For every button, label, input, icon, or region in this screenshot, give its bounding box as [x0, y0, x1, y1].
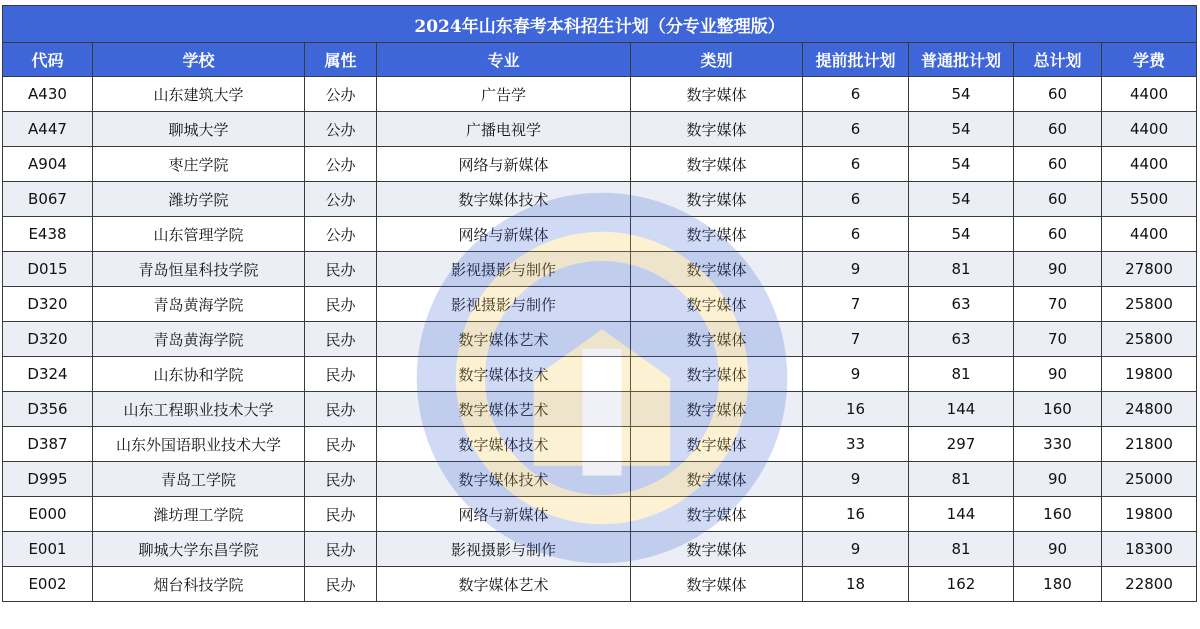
early-plan-cell: 16 [803, 392, 909, 427]
regular-plan-cell: 54 [909, 147, 1014, 182]
table-row [3, 567, 1197, 602]
major-cell: 影视摄影与制作 [377, 252, 631, 287]
type-cell: 公办 [305, 182, 377, 217]
regular-plan-cell: 54 [909, 112, 1014, 147]
major-cell: 数字媒体技术 [377, 182, 631, 217]
major-cell: 影视摄影与制作 [377, 532, 631, 567]
school-cell: 山东协和学院 [93, 357, 305, 392]
early-plan-cell: 9 [803, 252, 909, 287]
col-header-total-plan: 总计划 [1014, 43, 1102, 77]
col-header-code: 代码 [3, 43, 93, 77]
tuition-cell: 25800 [1102, 322, 1197, 357]
major-cell: 数字媒体技术 [377, 427, 631, 462]
early-plan-cell: 7 [803, 287, 909, 322]
total-plan-cell: 90 [1014, 252, 1102, 287]
table-row [3, 112, 1197, 147]
regular-plan-cell: 297 [909, 427, 1014, 462]
school-cell: 潍坊理工学院 [93, 497, 305, 532]
category-cell: 数字媒体 [631, 252, 803, 287]
total-plan-cell: 60 [1014, 147, 1102, 182]
category-cell: 数字媒体 [631, 357, 803, 392]
category-cell: 数字媒体 [631, 287, 803, 322]
type-cell: 民办 [305, 252, 377, 287]
type-cell: 民办 [305, 322, 377, 357]
tuition-cell: 4400 [1102, 147, 1197, 182]
type-cell: 民办 [305, 567, 377, 602]
early-plan-cell: 9 [803, 532, 909, 567]
table-row [3, 532, 1197, 567]
table-row [3, 357, 1197, 392]
school-cell: 青岛黄海学院 [93, 322, 305, 357]
total-plan-cell: 330 [1014, 427, 1102, 462]
tuition-cell: 22800 [1102, 567, 1197, 602]
total-plan-cell: 90 [1014, 532, 1102, 567]
regular-plan-cell: 81 [909, 532, 1014, 567]
tuition-cell: 24800 [1102, 392, 1197, 427]
major-cell: 影视摄影与制作 [377, 287, 631, 322]
early-plan-cell: 9 [803, 357, 909, 392]
school-cell: 聊城大学东昌学院 [93, 532, 305, 567]
regular-plan-cell: 54 [909, 77, 1014, 112]
category-cell: 数字媒体 [631, 427, 803, 462]
total-plan-cell: 70 [1014, 322, 1102, 357]
admission-plan-sheet [2, 5, 1196, 602]
early-plan-cell: 6 [803, 77, 909, 112]
category-cell: 数字媒体 [631, 112, 803, 147]
regular-plan-cell: 63 [909, 322, 1014, 357]
early-plan-cell: 6 [803, 112, 909, 147]
total-plan-cell: 90 [1014, 357, 1102, 392]
code-cell: E001 [3, 532, 93, 567]
type-cell: 民办 [305, 427, 377, 462]
school-cell: 山东管理学院 [93, 217, 305, 252]
tuition-cell: 21800 [1102, 427, 1197, 462]
total-plan-cell: 60 [1014, 217, 1102, 252]
code-cell: D320 [3, 322, 93, 357]
category-cell: 数字媒体 [631, 77, 803, 112]
total-plan-cell: 90 [1014, 462, 1102, 497]
col-header-early-plan: 提前批计划 [803, 43, 909, 77]
table-title: 2024年山东春考本科招生计划（分专业整理版） [3, 6, 1197, 43]
code-cell: D387 [3, 427, 93, 462]
code-cell: D995 [3, 462, 93, 497]
type-cell: 民办 [305, 392, 377, 427]
code-cell: A447 [3, 112, 93, 147]
major-cell: 数字媒体艺术 [377, 392, 631, 427]
tuition-cell: 5500 [1102, 182, 1197, 217]
regular-plan-cell: 81 [909, 357, 1014, 392]
early-plan-cell: 16 [803, 497, 909, 532]
tuition-cell: 25800 [1102, 287, 1197, 322]
school-cell: 潍坊学院 [93, 182, 305, 217]
code-cell: E002 [3, 567, 93, 602]
major-cell: 网络与新媒体 [377, 217, 631, 252]
regular-plan-cell: 63 [909, 287, 1014, 322]
school-cell: 山东建筑大学 [93, 77, 305, 112]
regular-plan-cell: 144 [909, 497, 1014, 532]
table-row [3, 182, 1197, 217]
code-cell: D015 [3, 252, 93, 287]
major-cell: 网络与新媒体 [377, 497, 631, 532]
tuition-cell: 19800 [1102, 357, 1197, 392]
total-plan-cell: 70 [1014, 287, 1102, 322]
type-cell: 民办 [305, 287, 377, 322]
header-row [3, 43, 1197, 77]
table-body [3, 77, 1197, 602]
table-row [3, 287, 1197, 322]
tuition-cell: 27800 [1102, 252, 1197, 287]
school-cell: 青岛黄海学院 [93, 287, 305, 322]
col-header-major: 专业 [377, 43, 631, 77]
regular-plan-cell: 54 [909, 182, 1014, 217]
major-cell: 数字媒体艺术 [377, 322, 631, 357]
tuition-cell: 25000 [1102, 462, 1197, 497]
early-plan-cell: 9 [803, 462, 909, 497]
early-plan-cell: 33 [803, 427, 909, 462]
school-cell: 聊城大学 [93, 112, 305, 147]
early-plan-cell: 6 [803, 182, 909, 217]
code-cell: A430 [3, 77, 93, 112]
tuition-cell: 19800 [1102, 497, 1197, 532]
category-cell: 数字媒体 [631, 462, 803, 497]
tuition-cell: 18300 [1102, 532, 1197, 567]
early-plan-cell: 18 [803, 567, 909, 602]
category-cell: 数字媒体 [631, 182, 803, 217]
major-cell: 网络与新媒体 [377, 147, 631, 182]
total-plan-cell: 60 [1014, 182, 1102, 217]
major-cell: 广播电视学 [377, 112, 631, 147]
early-plan-cell: 6 [803, 217, 909, 252]
type-cell: 公办 [305, 77, 377, 112]
col-header-tuition: 学费 [1102, 43, 1197, 77]
category-cell: 数字媒体 [631, 322, 803, 357]
early-plan-cell: 6 [803, 147, 909, 182]
table-row [3, 322, 1197, 357]
code-cell: E438 [3, 217, 93, 252]
total-plan-cell: 60 [1014, 112, 1102, 147]
major-cell: 广告学 [377, 77, 631, 112]
regular-plan-cell: 81 [909, 252, 1014, 287]
regular-plan-cell: 162 [909, 567, 1014, 602]
category-cell: 数字媒体 [631, 217, 803, 252]
table-row [3, 497, 1197, 532]
regular-plan-cell: 144 [909, 392, 1014, 427]
code-cell: B067 [3, 182, 93, 217]
category-cell: 数字媒体 [631, 567, 803, 602]
category-cell: 数字媒体 [631, 532, 803, 567]
code-cell: A904 [3, 147, 93, 182]
tuition-cell: 4400 [1102, 77, 1197, 112]
type-cell: 公办 [305, 217, 377, 252]
table-row [3, 427, 1197, 462]
major-cell: 数字媒体技术 [377, 357, 631, 392]
code-cell: D324 [3, 357, 93, 392]
table-row [3, 392, 1197, 427]
tuition-cell: 4400 [1102, 217, 1197, 252]
col-header-regular-plan: 普通批计划 [909, 43, 1014, 77]
type-cell: 民办 [305, 357, 377, 392]
school-cell: 山东工程职业技术大学 [93, 392, 305, 427]
category-cell: 数字媒体 [631, 392, 803, 427]
table-row [3, 252, 1197, 287]
table-row [3, 77, 1197, 112]
title-row [3, 6, 1197, 43]
col-header-category: 类别 [631, 43, 803, 77]
school-cell: 枣庄学院 [93, 147, 305, 182]
category-cell: 数字媒体 [631, 147, 803, 182]
table-row [3, 462, 1197, 497]
category-cell: 数字媒体 [631, 497, 803, 532]
code-cell: D320 [3, 287, 93, 322]
table-row [3, 147, 1197, 182]
type-cell: 民办 [305, 532, 377, 567]
early-plan-cell: 7 [803, 322, 909, 357]
table-row [3, 217, 1197, 252]
tuition-cell: 4400 [1102, 112, 1197, 147]
type-cell: 民办 [305, 497, 377, 532]
major-cell: 数字媒体艺术 [377, 567, 631, 602]
school-cell: 青岛工学院 [93, 462, 305, 497]
type-cell: 公办 [305, 112, 377, 147]
admission-plan-table [2, 5, 1197, 602]
code-cell: E000 [3, 497, 93, 532]
total-plan-cell: 60 [1014, 77, 1102, 112]
total-plan-cell: 160 [1014, 392, 1102, 427]
total-plan-cell: 160 [1014, 497, 1102, 532]
code-cell: D356 [3, 392, 93, 427]
col-header-school: 学校 [93, 43, 305, 77]
type-cell: 公办 [305, 147, 377, 182]
type-cell: 民办 [305, 462, 377, 497]
total-plan-cell: 180 [1014, 567, 1102, 602]
school-cell: 山东外国语职业技术大学 [93, 427, 305, 462]
col-header-type: 属性 [305, 43, 377, 77]
school-cell: 烟台科技学院 [93, 567, 305, 602]
school-cell: 青岛恒星科技学院 [93, 252, 305, 287]
major-cell: 数字媒体技术 [377, 462, 631, 497]
regular-plan-cell: 54 [909, 217, 1014, 252]
regular-plan-cell: 81 [909, 462, 1014, 497]
